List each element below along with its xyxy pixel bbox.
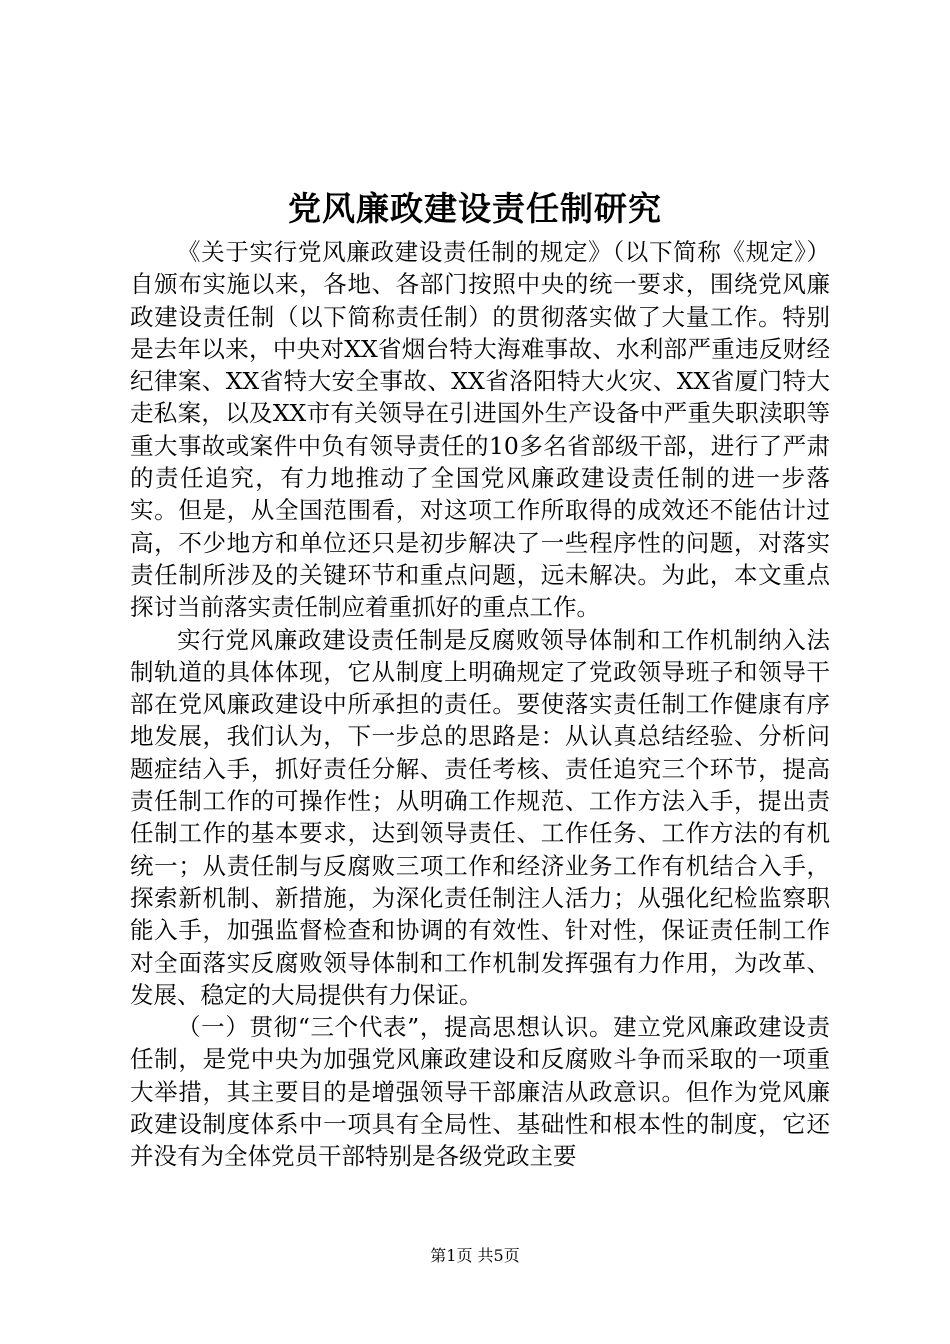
paragraph-2: 实行党风廉政建设责任制是反腐败领导体制和工作机制纳入法制轨道的具体体现，它从制度上明确规定了党政领导班子和领导干部在党风廉政建设中所承担的责任。要使落实责任制工作健康有序地发展，我们认为，下一步总的思路是：从认真总结经验、分析问题症结入手，抓好责任分解、责任考核、责任追究三个环节，提高责任制工作的可操作性；从明确工作规范、工作方法入手，提出责任制工作的基本要求，达到领导责任、工作任务、工作方法的有机统一；从责任制与反腐败三项工作和经济业务工作有机结合入手，探索新机制、新措施，为深化责任制注人活力；从强化纪检监察职能入手，加强监督检查和协调的有效性、针对性，保证责任制工作对全面落实反腐败领导体制和工作机制发挥强有力作用，为改革、发展、稳定的大局提供有力保证。 xyxy=(130,625,830,1009)
paragraph-1: 《关于实行党风廉政建设责任制的规定》（以下简称《规定》）自颁布实施以来，各地、各部门按照中央的统一要求，围绕党风廉政建设责任制（以下简称责任制）的贯彻落实做了大量工作。特别是去年以来，中央对XX省烟台特大海难事故、水利部严重违反财经纪律案、XX省特大安全事故、XX省洛阳特大火灾、XX省厦门特大走私案，以及XX市有关领导在引进国外生产设备中严重失职渎职等重大事故或案件中负有领导责任的10多名省部级干部，进行了严肃的责任追究，有力地推动了全国党风廉政建设责任制的进一步落实。但是，从全国范围看，对这项工作所取得的成效还不能估计过高，不少地方和单位还只是初步解决了一些程序性的问题，对落实责任制所涉及的关键环节和重点问题，远未解决。为此，本文重点探讨当前落实责任制应着重抓好的重点工作。 xyxy=(130,238,830,622)
paragraph-3: （一）贯彻“三个代表”，提高思想认识。建立党风廉政建设责任制，是党中央为加强党风廉政建设和反腐败斗争而采取的一项重大举措，其主要目的是增强领导干部廉洁从政意识。但作为党风廉政建设制度体系中一项具有全局性、基础性和根本性的制度，它还并没有为全体党员干部特别是各级党政主要 xyxy=(130,1013,830,1171)
document-body xyxy=(130,236,830,1173)
document-title: 党风廉政建设责任制研究 xyxy=(288,189,662,228)
page-number-footer: 第1页 共5页 xyxy=(430,1246,520,1265)
